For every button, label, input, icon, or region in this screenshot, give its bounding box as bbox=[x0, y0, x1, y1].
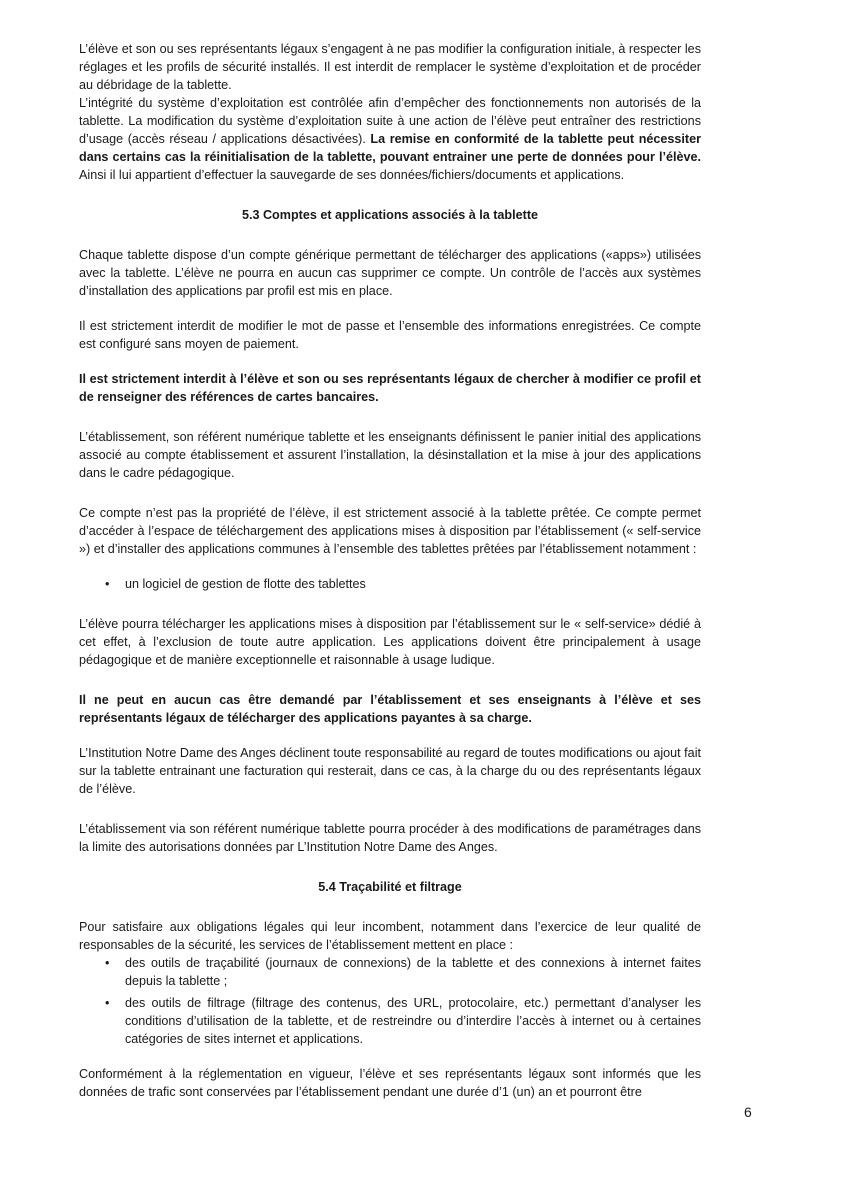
section-heading-5-3: 5.3 Comptes et applications associés à la tablette bbox=[241, 208, 539, 222]
paragraph-integrity bbox=[79, 94, 701, 184]
paragraph-legal-obligations: Pour satisfaire aux obligations légales qui leur incombent, notamment dans l’exercice de leur qualité de responsables de la sécurité, les services de l’établissement mettent en place : bbox=[79, 920, 701, 952]
paragraph-configuration: L’élève et son ou ses représentants légaux s’engagent à ne pas modifier la configuration initiale, à respecter les réglages et les profils de sécurité installés. Il est interdit de remplacer le système d’exploitation et de procéder au débridage de la tablette. bbox=[79, 42, 701, 92]
bullet-list-tools bbox=[79, 954, 701, 1048]
paragraph-generic-account: Chaque tablette dispose d’un compte générique permettant de télécharger des applications («apps») utilisées avec la tablette. L’élève ne pourra en aucun cas supprimer ce compte. Un contrôle de l’accès aux systèmes d’installation des applications par profil est mis en place. bbox=[79, 248, 701, 298]
integrity-backup-text: Ainsi il lui appartient d’effectuer la sauvegarde de ses données/fichiers/documents et applications. bbox=[79, 168, 625, 182]
paragraph-settings-changes: L’établissement via son référent numérique tablette pourra procéder à des modifications de paramétrages dans la limite des autorisations données par L’Institution Notre Dame des Anges. bbox=[79, 822, 701, 854]
paragraph-account-ownership: Ce compte n’est pas la propriété de l’élève, il est strictement associé à la tablette prêtée. Ce compte permet d’accéder à l’espace de téléchargement des applications mises à disposition par l’établissement (« self-service ») et d’installer des applications communes à l’ensemble des tablettes prêtées par l’établissement notamment : bbox=[79, 506, 701, 556]
paragraph-initial-basket: L’établissement, son référent numérique tablette et les enseignants définissent le panier initial des applications associé au compte établissement et assurent l’installation, la désinstallation et la mise à jour des applications dans le cadre pédagogique. bbox=[79, 430, 701, 480]
paid-apps-bold: Il ne peut en aucun cas être demandé par l’établissement et ses enseignants à l’élève et ses représentants légaux de télécharger des applications payantes à sa charge. bbox=[79, 693, 701, 725]
section-heading-5-4: 5.4 Traçabilité et filtrage bbox=[318, 880, 462, 894]
paragraph-self-service: L’élève pourra télécharger les applications mises à disposition par l’établissement sur le « self-service» dédié à cet effet, à l’exclusion de toute autre application. Les applications doivent être principalement à usage pédagogique et de manière exceptionnelle et raisonnable à usage ludique. bbox=[79, 617, 701, 667]
document-page bbox=[79, 40, 701, 1101]
paragraph-data-retention: Conformément à la réglementation en vigueur, l’élève et ses représentants légaux sont informés que les données de trafic sont conservées par l’établissement pendant une durée d’1 (un) an et pourront être bbox=[79, 1067, 701, 1099]
list-item: • un logiciel de gestion de flotte des tablettes bbox=[79, 575, 701, 593]
paragraph-profile-warning bbox=[79, 370, 701, 406]
paragraph-responsibility: L’Institution Notre Dame des Anges déclinent toute responsabilité au regard de toutes modifications ou ajout fait sur la tablette entrainant une facturation qui resterait, dans ce cas, à la charge du ou des représentants légaux de l’élève. bbox=[79, 746, 701, 796]
paragraph-password: Il est strictement interdit de modifier le mot de passe et l’ensemble des informations enregistrées. Ce compte est configuré sans moyen de paiement. bbox=[79, 319, 701, 351]
integrity-warning-bold: La remise en conformité de la tablette peut nécessiter dans certains cas la réinitialisation de la tablette, pouvant entrainer une perte de données pour l’élève. bbox=[79, 132, 702, 164]
list-item: • des outils de filtrage (filtrage des contenus, des URL, protocolaire, etc.) permettant d’analyser les conditions d’utilisation de la tablette, et de restreindre ou d’interdire l’accès à internet ou à certaines catégories de sites internet et applications. bbox=[79, 994, 701, 1048]
page-number: 6 bbox=[744, 1104, 752, 1120]
paragraph-paid-apps bbox=[79, 691, 701, 727]
list-item: • des outils de traçabilité (journaux de connexions) de la tablette et des connexions à internet faites depuis la tablette ; bbox=[79, 954, 701, 990]
profile-warning-bold: Il est strictement interdit à l’élève et son ou ses représentants légaux de chercher à modifier ce profil et de renseigner des références de cartes bancaires. bbox=[79, 372, 701, 404]
integrity-text: L’intégrité du système d’exploitation est contrôlée afin d’empêcher des fonctionnements non autorisés de la tablette. La modification du système d’exploitation suite à une action de l’élève peut entraîner des restrictions d’usage (accès réseau / applications désactivées). bbox=[79, 96, 701, 146]
bullet-list-fleet bbox=[79, 575, 701, 593]
